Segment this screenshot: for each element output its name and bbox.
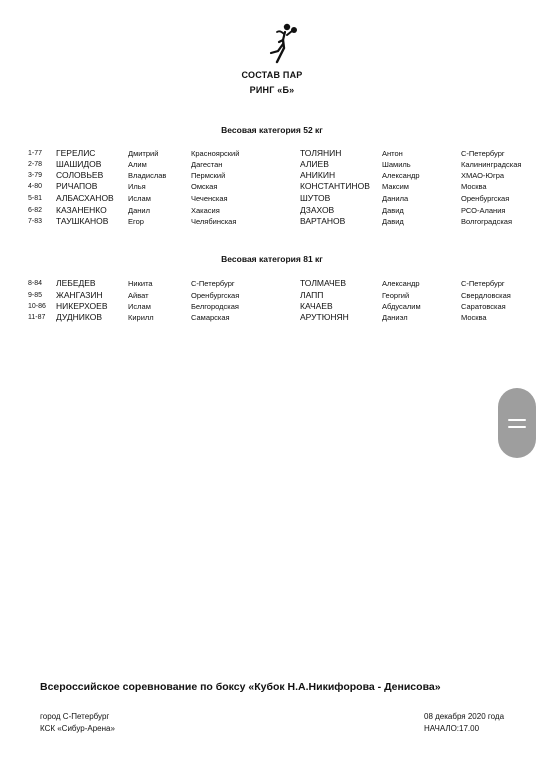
boxer1-region: Белгородская bbox=[191, 302, 239, 311]
boxer2-last-name: АЛИЕВ bbox=[300, 159, 329, 169]
boxer1-last-name: РИЧАПОВ bbox=[56, 181, 98, 191]
pair-number: 11-87 bbox=[28, 314, 46, 321]
boxer1-last-name: АЛБАСХАНОВ bbox=[56, 193, 114, 203]
pair-number: 7-83 bbox=[28, 218, 43, 225]
boxer2-region: С-Петербург bbox=[461, 279, 505, 288]
boxer2-first-name: Данила bbox=[382, 194, 409, 203]
pair-row bbox=[0, 312, 540, 323]
boxer2-last-name: ТОЛЯНИН bbox=[300, 148, 342, 158]
pair-number: 10-86 bbox=[28, 303, 46, 310]
boxer2-last-name: КАЧАЕВ bbox=[300, 301, 333, 311]
pair-row bbox=[0, 181, 540, 192]
boxer2-first-name: Антон bbox=[382, 149, 403, 158]
boxer1-region: Оренбургская bbox=[191, 291, 240, 300]
drag-handle-icon bbox=[508, 426, 526, 428]
boxer2-first-name: Абдусалим bbox=[382, 302, 421, 311]
boxer1-region: Пермский bbox=[191, 171, 226, 180]
pair-row bbox=[0, 216, 540, 227]
boxer2-first-name: Давид bbox=[382, 217, 404, 226]
page-title: СОСТАВ ПАР bbox=[241, 70, 303, 80]
boxer2-last-name: ТОЛМАЧЕВ bbox=[300, 278, 346, 288]
boxer1-first-name: Айват bbox=[128, 291, 149, 300]
boxer2-region: Калининградская bbox=[461, 160, 522, 169]
pair-number: 5-81 bbox=[28, 195, 43, 202]
boxer2-last-name: ШУТОВ bbox=[300, 193, 331, 203]
boxer1-first-name: Данил bbox=[128, 206, 150, 215]
boxer1-first-name: Никита bbox=[128, 279, 153, 288]
boxer1-first-name: Алим bbox=[128, 160, 147, 169]
ring-subtitle: РИНГ «Б» bbox=[249, 85, 295, 95]
event-date: 08 декабря 2020 года bbox=[424, 712, 505, 721]
pair-number: 3-79 bbox=[28, 172, 43, 179]
pair-number: 9-85 bbox=[28, 292, 43, 299]
event-city: город С-Петербург bbox=[40, 712, 110, 721]
pair-row bbox=[0, 205, 540, 216]
pair-number: 8-84 bbox=[28, 280, 43, 287]
boxer2-first-name: Давид bbox=[382, 206, 404, 215]
boxer1-region: Красноярский bbox=[191, 149, 240, 158]
boxer2-last-name: АРУТЮНЯН bbox=[300, 312, 349, 322]
boxer2-region: Свердловская bbox=[461, 291, 511, 300]
boxer1-last-name: ЛЕБЕДЕВ bbox=[56, 278, 96, 288]
pair-row bbox=[0, 290, 540, 301]
boxer1-first-name: Егор bbox=[128, 217, 144, 226]
boxer1-last-name: ТАУШКАНОВ bbox=[56, 216, 109, 226]
boxer1-region: Дагестан bbox=[191, 160, 223, 169]
boxer2-region: Москва bbox=[461, 313, 487, 322]
boxer1-last-name: КАЗАНЕНКО bbox=[56, 205, 107, 215]
boxer2-last-name: ЛАПП bbox=[300, 290, 324, 300]
pair-number: 6-82 bbox=[28, 207, 43, 214]
boxer2-first-name: Даниэл bbox=[382, 313, 408, 322]
pair-row bbox=[0, 193, 540, 204]
boxer2-region: Волгоградская bbox=[461, 217, 513, 226]
boxer1-first-name: Владислав bbox=[128, 171, 167, 180]
boxer1-first-name: Кирилл bbox=[128, 313, 154, 322]
pair-number: 1-77 bbox=[28, 150, 43, 157]
boxer1-first-name: Дмитрий bbox=[128, 149, 159, 158]
boxer1-first-name: Ислам bbox=[128, 194, 151, 203]
boxer2-first-name: Максим bbox=[382, 182, 409, 191]
boxer1-last-name: ГЕРЕЛИС bbox=[56, 148, 96, 158]
pair-number: 2-78 bbox=[28, 161, 43, 168]
pair-row bbox=[0, 301, 540, 312]
scroll-handle[interactable] bbox=[498, 388, 536, 458]
boxer2-region: ХМАО-Югра bbox=[461, 171, 505, 180]
event-title: Всероссийское соревнование по боксу «Кубок Н.А.Никифорова - Денисова» bbox=[40, 681, 441, 693]
boxer1-last-name: СОЛОВЬЕВ bbox=[56, 170, 104, 180]
boxer2-first-name: Александр bbox=[382, 171, 420, 180]
boxer2-first-name: Александр bbox=[382, 279, 420, 288]
boxer1-last-name: НИКЕРХОЕВ bbox=[56, 301, 108, 311]
boxer1-last-name: ДУДНИКОВ bbox=[56, 312, 103, 322]
pair-row bbox=[0, 170, 540, 181]
pair-number: 4-80 bbox=[28, 183, 43, 190]
boxer2-last-name: АНИКИН bbox=[300, 170, 336, 180]
boxer1-first-name: Илья bbox=[128, 182, 146, 191]
pair-row bbox=[0, 159, 540, 170]
pair-row bbox=[0, 148, 540, 159]
event-start-time: НАЧАЛО:17.00 bbox=[424, 724, 480, 733]
boxer2-region: Оренбургская bbox=[461, 194, 510, 203]
boxer1-region: Самарская bbox=[191, 313, 230, 322]
weight-category-heading: Весовая категория 52 кг bbox=[221, 125, 323, 135]
boxer1-region: Чеченская bbox=[191, 194, 228, 203]
event-venue: КСК «Сибур-Арена» bbox=[40, 724, 115, 733]
boxer1-region: Омская bbox=[191, 182, 218, 191]
boxer2-region: С-Петербург bbox=[461, 149, 505, 158]
boxer1-region: С-Петербург bbox=[191, 279, 235, 288]
boxer1-last-name: ШАШИДОВ bbox=[56, 159, 102, 169]
boxer2-region: Саратовская bbox=[461, 302, 506, 311]
boxer1-last-name: ЖАНГАЗИН bbox=[56, 290, 103, 300]
boxer1-first-name: Ислам bbox=[128, 302, 151, 311]
boxer2-last-name: КОНСТАНТИНОВ bbox=[300, 181, 370, 191]
boxer1-region: Хакасия bbox=[191, 206, 220, 215]
boxer2-last-name: ВАРТАНОВ bbox=[300, 216, 346, 226]
boxer2-region: РСО-Алания bbox=[461, 206, 506, 215]
drag-handle-icon bbox=[508, 419, 526, 421]
pair-row bbox=[0, 278, 540, 289]
weight-category-heading: Весовая категория 81 кг bbox=[221, 254, 323, 264]
boxer2-first-name: Георгий bbox=[382, 291, 410, 300]
boxer2-first-name: Шамиль bbox=[382, 160, 411, 169]
boxer2-last-name: ДЗАХОВ bbox=[300, 205, 335, 215]
boxer1-region: Челябинская bbox=[191, 217, 237, 226]
boxer-icon bbox=[268, 22, 298, 64]
boxer2-region: Москва bbox=[461, 182, 487, 191]
